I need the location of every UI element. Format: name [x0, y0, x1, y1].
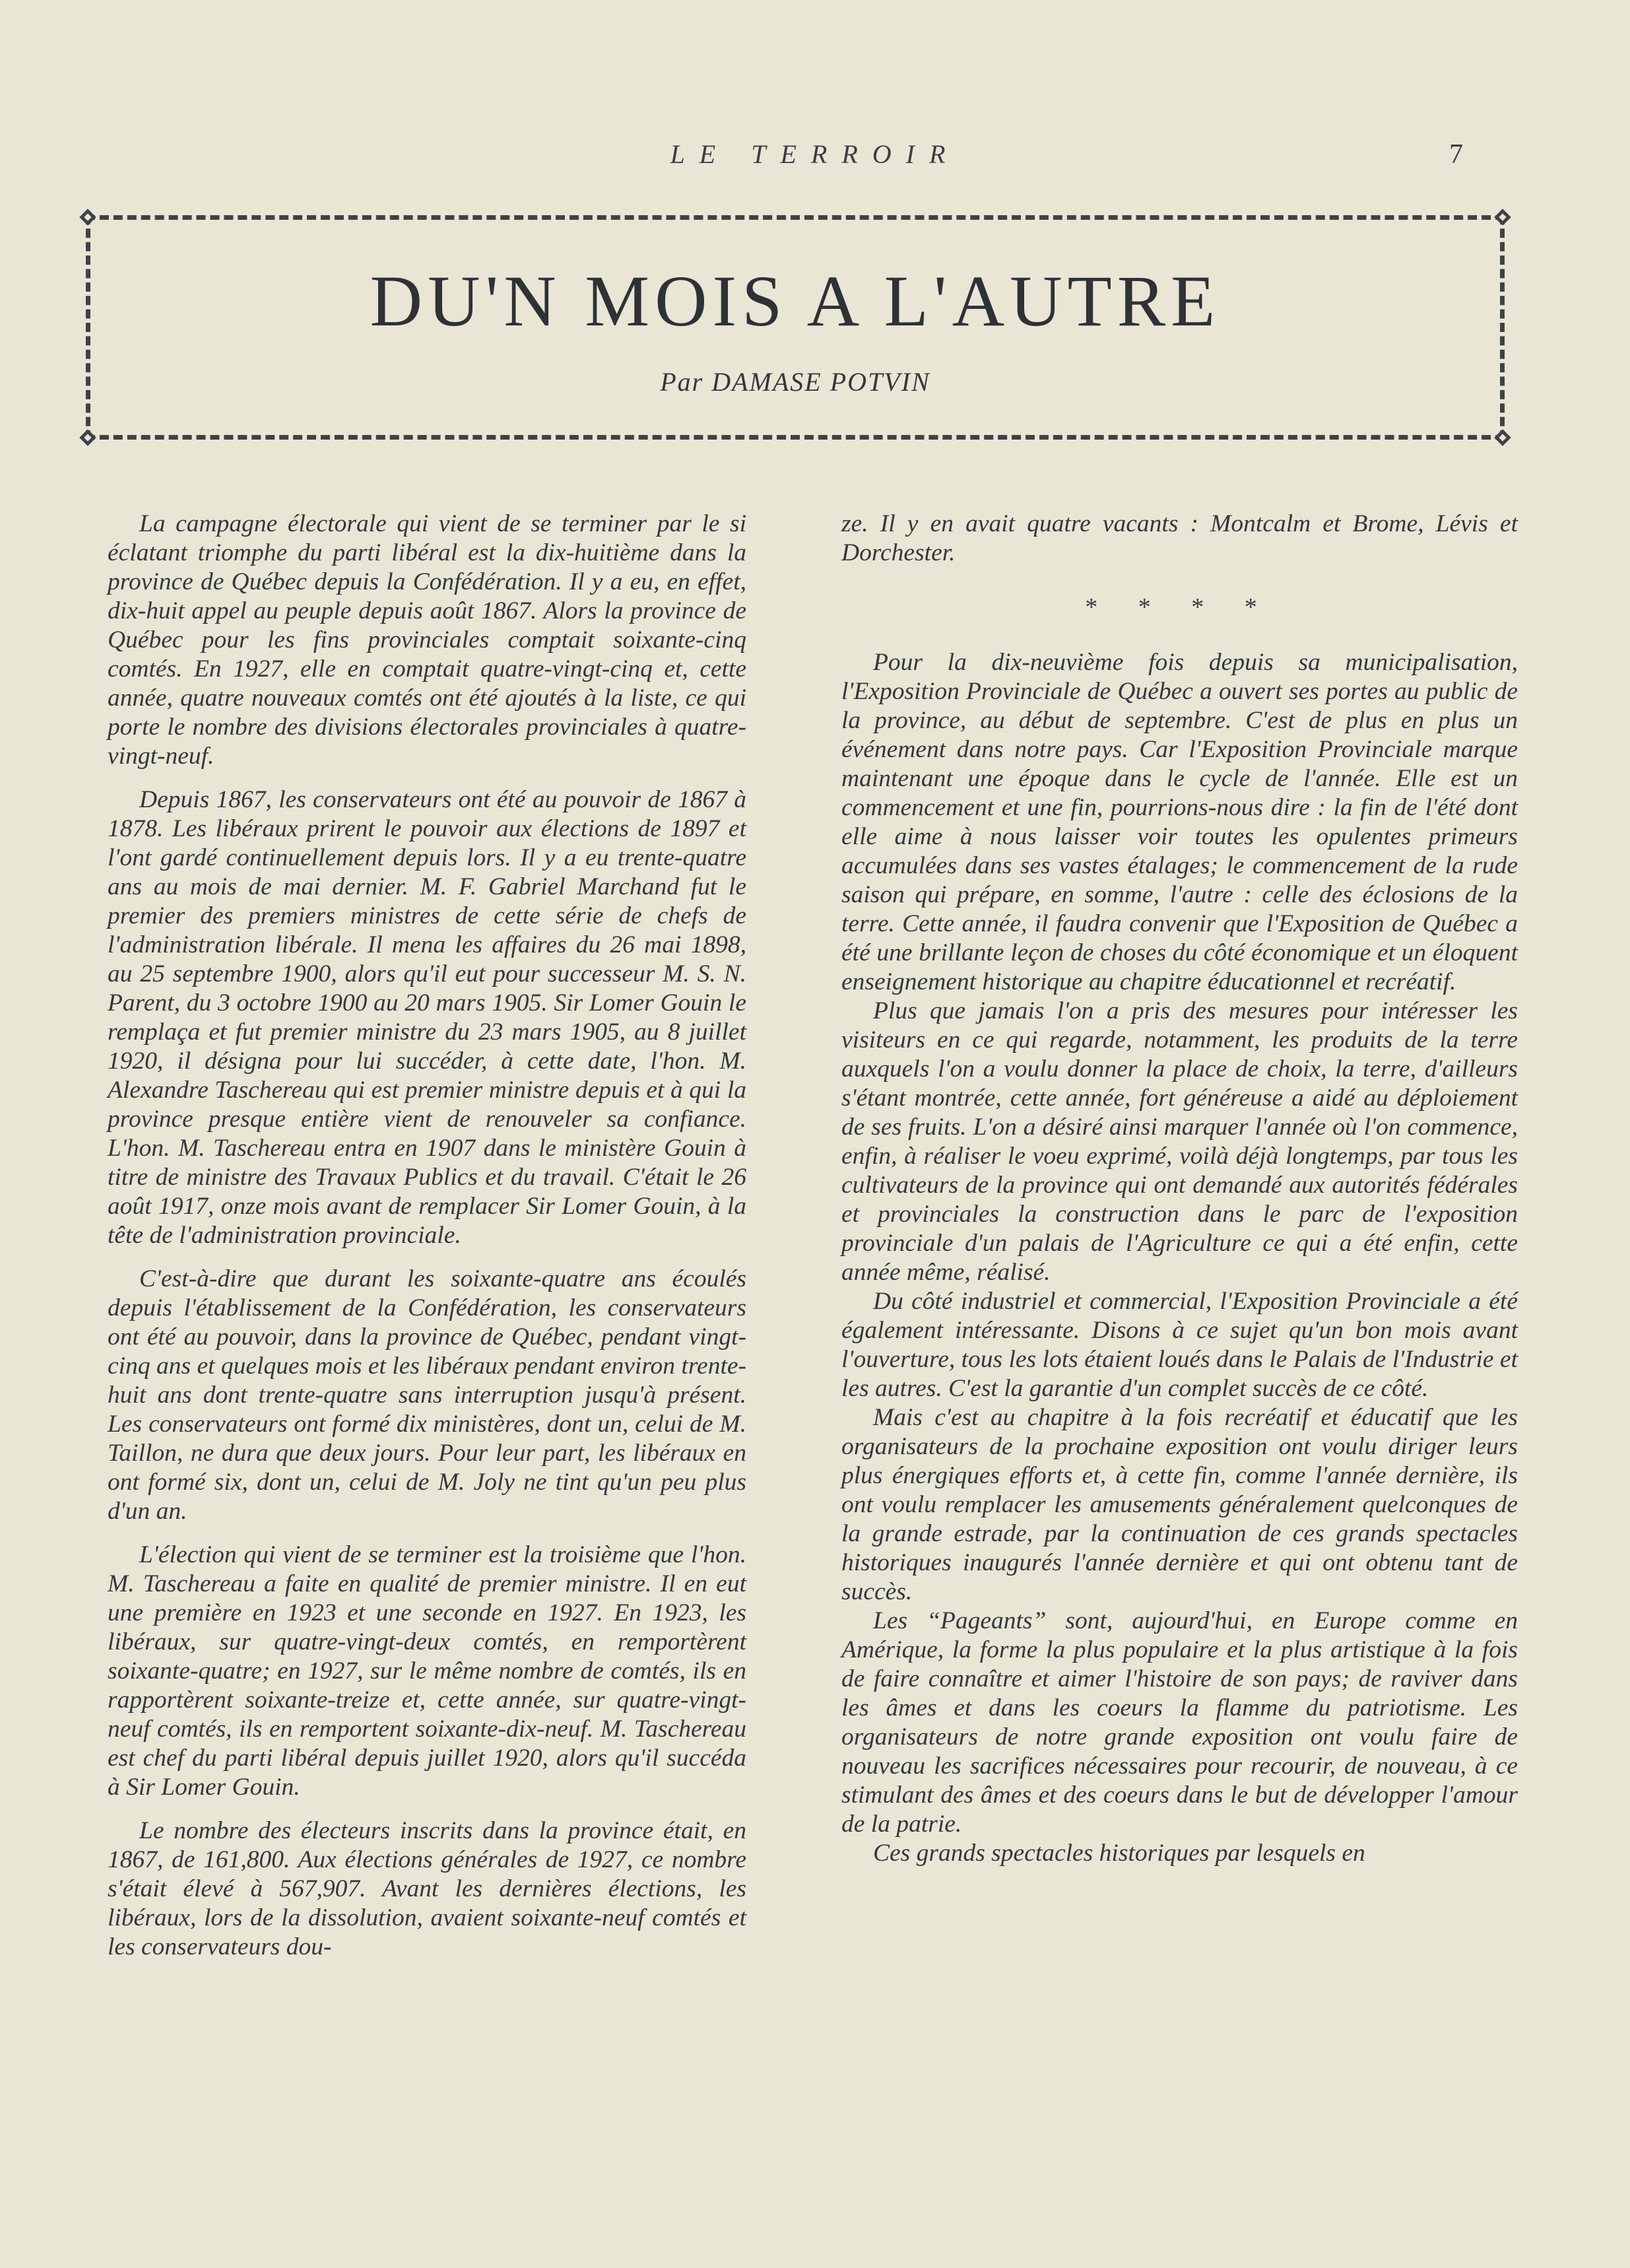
article-title: DU'N MOIS A L'AUTRE: [370, 261, 1221, 341]
paragraph: L'élection qui vient de se terminer est la troisième que l'hon. M. Taschereau a faite en qualité de premier ministre. Il en eut une première en 1923 et une seconde en 1927. En 1923, les libéraux, sur quatre-vingt-deux comtés, en remportèrent soixante-quatre; en 1927, sur le même nombre de comtés, ils en rapportèrent soixante-treize et, cette année, sur quatre-vingt-neuf comtés, ils en remportent soixante-dix-neuf. M. Taschereau est chef du parti libéral depuis juillet 1920, alors qu'il succéda à Sir Lomer Gouin.: [108, 1541, 746, 1801]
running-title: LE TERROIR: [670, 139, 960, 169]
paragraph: Les “Pageants” sont, aujourd'hui, en Europe comme en Amérique, la forme la plus populaire et la plus artistique à la fois de faire connaître et aimer l'histoire de son pays; de raviver dans les âmes et dans les coeurs la flamme du patriotisme. Les organisateurs de notre grande exposition ont voulu faire de nouveau les sacrifices nécessaires pour recourir, de nouveau, à ce stimulant des âmes et des coeurs dans le but de développer l'amour de la patrie.: [841, 1607, 1518, 1838]
running-head: [0, 139, 1630, 178]
paragraph: Pour la dix-neuvième fois depuis sa municipalisation, l'Exposition Provinciale de Québec a ouvert ses portes au public de la province, au début de septembre. C'est de plus en plus un événement dans notre pays. Car l'Exposition Provinciale marque maintenant une époque dans le cycle de l'année. Elle est un commencement et une fin, pourrions-nous dire : la fin de l'été dont elle aime à nous laisser voir toutes les opulentes primeurs accumulées dans ses vastes étalages; le commencement de la rude saison qui prépare, en somme, l'autre : celle des éclosions de la terre. Cette année, il faudra convenir que l'Exposition de Québec a été une brillante leçon de choses du côté économique et un éloquent enseignement historique au chapitre éducationnel et recréatif.: [841, 649, 1518, 995]
paragraph: Du côté industriel et commercial, l'Exposition Provinciale a été également intéressante. Disons à ce sujet qu'un bon mois avant l'ouverture, tous les lots étaient loués dans le Palais de l'Industrie et les autres. C'est la garantie d'un complet succès de ce côté.: [841, 1288, 1518, 1402]
paragraph: Depuis 1867, les conservateurs ont été au pouvoir de 1867 à 1878. Les libéraux prirent le pouvoir aux élections de 1897 et l'ont gardé continuellement depuis lors. Il y a eu trente-quatre ans au mois de mai dernier. M. F. Gabriel Marchand fut le premier des premiers ministres de cette série de chefs de l'administration libérale. Il mena les affaires du 26 mai 1898, au 25 septembre 1900, alors qu'il eut pour successeur M. S. N. Parent, du 3 octobre 1900 au 20 mars 1905. Sir Lomer Gouin le remplaça et fut premier ministre du 23 mars 1905, au 8 juillet 1920, il désigna pour lui succéder, à cette date, l'hon. M. Alexandre Taschereau qui est premier ministre depuis et à qui la province presque entière vient de renouveler sa confiance. L'hon. M. Taschereau entra en 1907 dans le ministère Gouin à titre de ministre des Travaux Publics et du travail. C'était le 26 août 1917, onze mois avant de remplacer Sir Lomer Gouin, à la tête de l'administration provinciale.: [108, 786, 746, 1249]
frame-corner-ornament: [79, 429, 96, 446]
paragraph: La campagne électorale qui vient de se terminer par le si éclatant triomphe du parti libéral est la dix-huitième dans la province de Québec depuis la Confédération. Il y a eu, en effet, dix-huit appel au peuple depuis août 1867. Alors la province de Québec pour les fins provinciales comptait soixante-cinq comtés. En 1927, elle en comptait quatre-vingt-cinq et, cette année, quatre nouveaux comtés ont été ajoutés à la liste, ce qui porte le nombre des divisions électorales provinciales à quatre-vingt-neuf.: [108, 510, 746, 770]
page-number: 7: [1449, 139, 1463, 170]
paragraph-continuation: ze. Il y en avait quatre vacants : Montcalm et Brome, Lévis et Dorchester.: [841, 510, 1518, 566]
frame-corner-ornament: [79, 209, 96, 225]
paragraph: C'est-à-dire que durant les soixante-quatre ans écoulés depuis l'établissement de la Confédération, les conservateurs ont été au pouvoir, dans la province de Québec, pendant vingt-cinq ans et quelques mois et les libéraux pendant environ trente-huit ans dont trente-quatre sans interruption jusqu'à présent. Les conservateurs ont formé dix ministères, dont un, celui de M. Taillon, ne dura que deux jours. Pour leur part, les libéraux en ont formé six, dont un, celui de M. Joly ne tint qu'un peu plus d'un an.: [108, 1265, 746, 1525]
title-frame: [86, 215, 1505, 440]
frame-corner-ornament: [1494, 209, 1511, 225]
article-byline: Par DAMASE POTVIN: [660, 367, 930, 397]
paragraph: Plus que jamais l'on a pris des mesures pour intéresser les visiteurs en ce qui regarde, notamment, les produits de la terre auxquels l'on a voulu donner la place de choix, la terre, d'ailleurs s'étant montrée, cette année, fort généreuse a aidé au déploiement de ses fruits. L'on a désiré ainsi marquer l'année où l'on commence, enfin, à réaliser le voeu exprimé, voilà déjà longtemps, par tous les cultivateurs de la province qui ont demandé aux autorités fédérales et provinciales la construction dans le parc de l'exposition provinciale d'un palais de l'Agriculture ce qui a été enfin, cette année même, réalisé.: [841, 997, 1518, 1286]
section-separator: * * * *: [1085, 593, 1274, 621]
paragraph: Le nombre des électeurs inscrits dans la province était, en 1867, de 161,800. Aux élections générales de 1927, ce nombre s'était élevé à 567,907. Avant les dernières élections, les libéraux, lors de la dissolution, avaient soixante-neuf comtés et les conservateurs dou-: [108, 1817, 746, 1960]
frame-corner-ornament: [1494, 429, 1511, 446]
right-column: [841, 510, 1518, 1868]
left-column: [108, 510, 746, 1962]
paragraph: Mais c'est au chapitre à la fois recréatif et éducatif que les organisateurs de la prochaine exposition ont voulu diriger leurs plus énergiques efforts et, à cette fin, comme l'année dernière, ils ont voulu remplacer les amusements généralement quelconques de la grande estrade, par la continuation de ces grands spectacles historiques inaugurés l'année dernière et qui ont obtenu tant de succès.: [841, 1404, 1518, 1605]
paragraph: Ces grands spectacles historiques par lesquels en: [873, 1840, 1365, 1867]
